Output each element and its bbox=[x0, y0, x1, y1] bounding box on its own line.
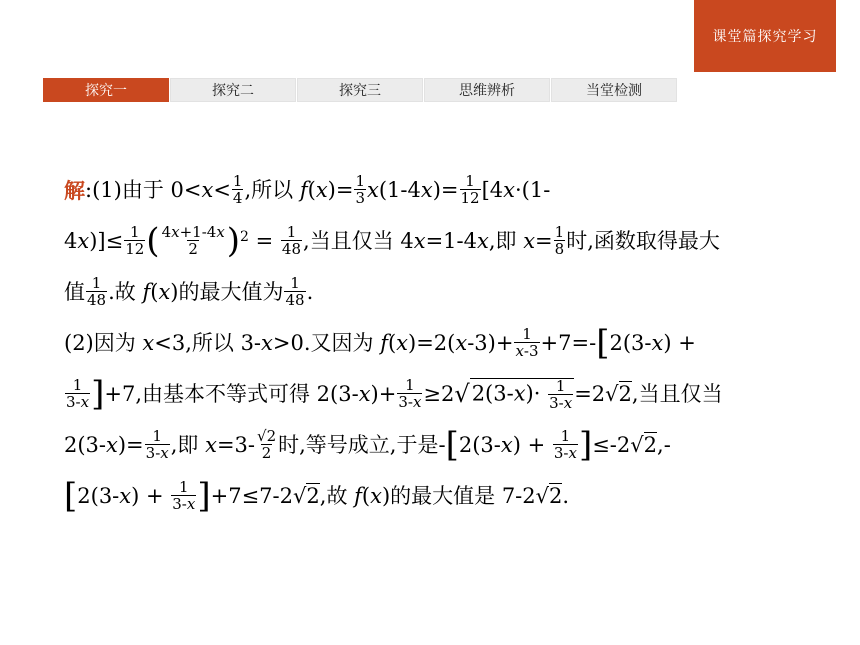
tab-check[interactable]: 当堂检测 bbox=[551, 78, 677, 102]
tab-explore-1[interactable]: 探究一 bbox=[43, 78, 169, 102]
solution-content bbox=[64, 172, 834, 533]
solution-line-6: 2(3-x)= $\frac{1}{3-x}$ ,即 x=3- $\frac{√2}{2}$ 时,等号成立,于是- [ 2(3-x) + $\frac{1}{3-x}$ ] ≤-2√2,- bbox=[64, 425, 671, 465]
tab-explore-3[interactable]: 探究三 bbox=[297, 78, 423, 102]
solution-line-4: (2)因为 x<3,所以 3-x>0.又因为 f(x)=2(x-3)+ $\frac{1}{x-3}$ +7=- [ 2(3-x) + bbox=[64, 323, 696, 363]
solution-line-7: [ 2(3-x) + $\frac{1}{3-x}$ ] +7≤7-2√2,故 f(x)的最大值是 7-2√2. bbox=[64, 476, 570, 516]
tab-bar bbox=[43, 78, 678, 102]
solution-line-2: 4x)]≤ $\frac{1}{12}$ ( $\frac{4x+1-4x}{2}$ ) 2 = $\frac{1}{48}$ ,当且仅当 4x=1-4x,即 x= $\frac{1}{8}$ 时,函数取得最大 bbox=[64, 221, 720, 261]
tab-explore-2[interactable]: 探究二 bbox=[170, 78, 296, 102]
section-badge: 课堂篇探究学习 bbox=[694, 0, 836, 72]
solution-line-1: 解 :(1)由于 0<x< $\frac{1}{4}$ ,所以 f(x)= $\frac{1}{3}$ x(1-4x)= $\frac{1}{12}$ [4x·(1- bbox=[64, 172, 551, 207]
solution-line-5: $\frac{1}{3-x}$ ] +7,由基本不等式可得 2(3-x)+ $\frac{1}{3-x}$ ≥2 √ 2(3-x)· $\frac{1}{3-x}$ =2√2,当且仅当 bbox=[66, 374, 723, 414]
tab-thinking[interactable]: 思维辨析 bbox=[424, 78, 550, 102]
solution-label: 解 bbox=[64, 177, 85, 203]
solution-line-3: 值 $\frac{1}{48}$ .故 f(x)的最大值为 $\frac{1}{48}$ . bbox=[64, 274, 314, 309]
